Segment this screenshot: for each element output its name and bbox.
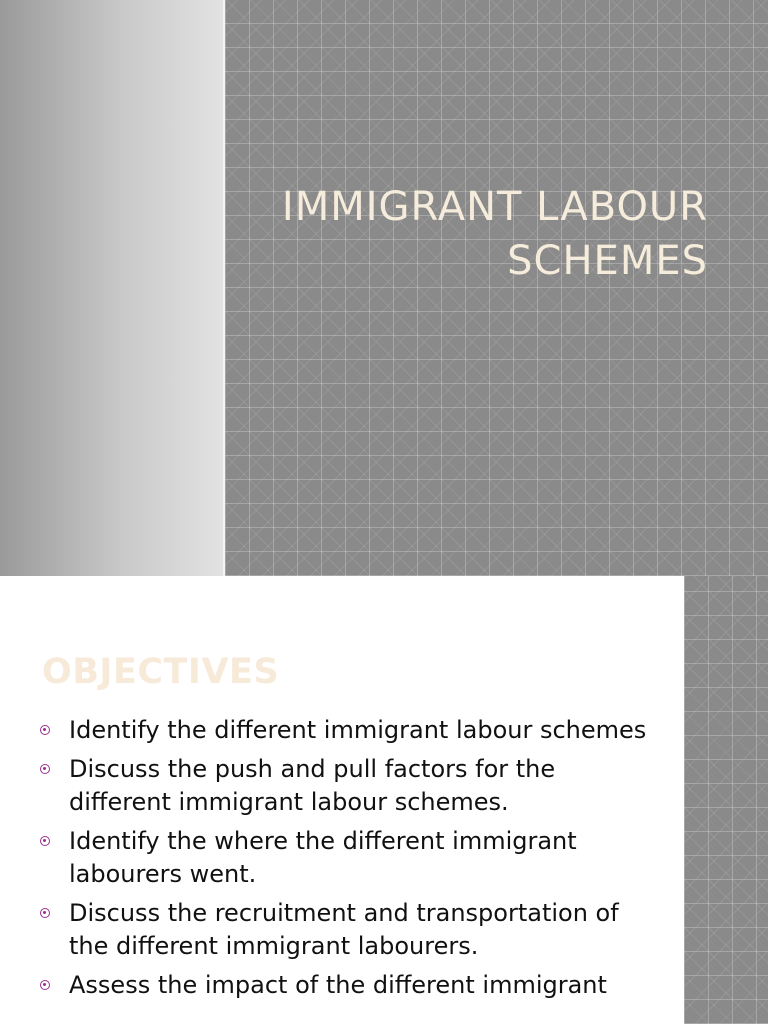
slide-title-line-1: IMMIGRANT LABOUR: [281, 184, 708, 230]
objectives-list: [38, 714, 648, 1008]
list-item: [38, 825, 648, 891]
side-pattern-strip: [684, 576, 768, 1024]
circle-bullet-icon: [40, 836, 50, 846]
circle-bullet-icon: [40, 764, 50, 774]
list-item: [38, 897, 648, 963]
list-item-text: Identify the different immigrant labour schemes: [69, 716, 647, 744]
list-item-text: Discuss the push and pull factors for the different immigrant labour schemes.: [69, 755, 556, 816]
objectives-heading: OBJECTIVES: [42, 652, 280, 692]
slide-title-line-2: SCHEMES: [507, 238, 708, 284]
left-gradient-panel: [0, 0, 223, 576]
objectives-slide: [0, 576, 768, 1024]
list-item: [38, 969, 648, 1002]
list-item: [38, 714, 648, 747]
slide-title: [268, 180, 708, 288]
list-item-text: Assess the impact of the different immigrant: [69, 971, 607, 999]
list-item-text: Identify the where the different immigrant labourers went.: [69, 827, 577, 888]
list-item: [38, 753, 648, 819]
circle-bullet-icon: [40, 908, 50, 918]
list-item-text: Discuss the recruitment and transportation of the different immigrant labourers.: [69, 899, 619, 960]
pattern-panel: [225, 0, 768, 576]
circle-bullet-icon: [40, 725, 50, 735]
circle-bullet-icon: [40, 980, 50, 990]
